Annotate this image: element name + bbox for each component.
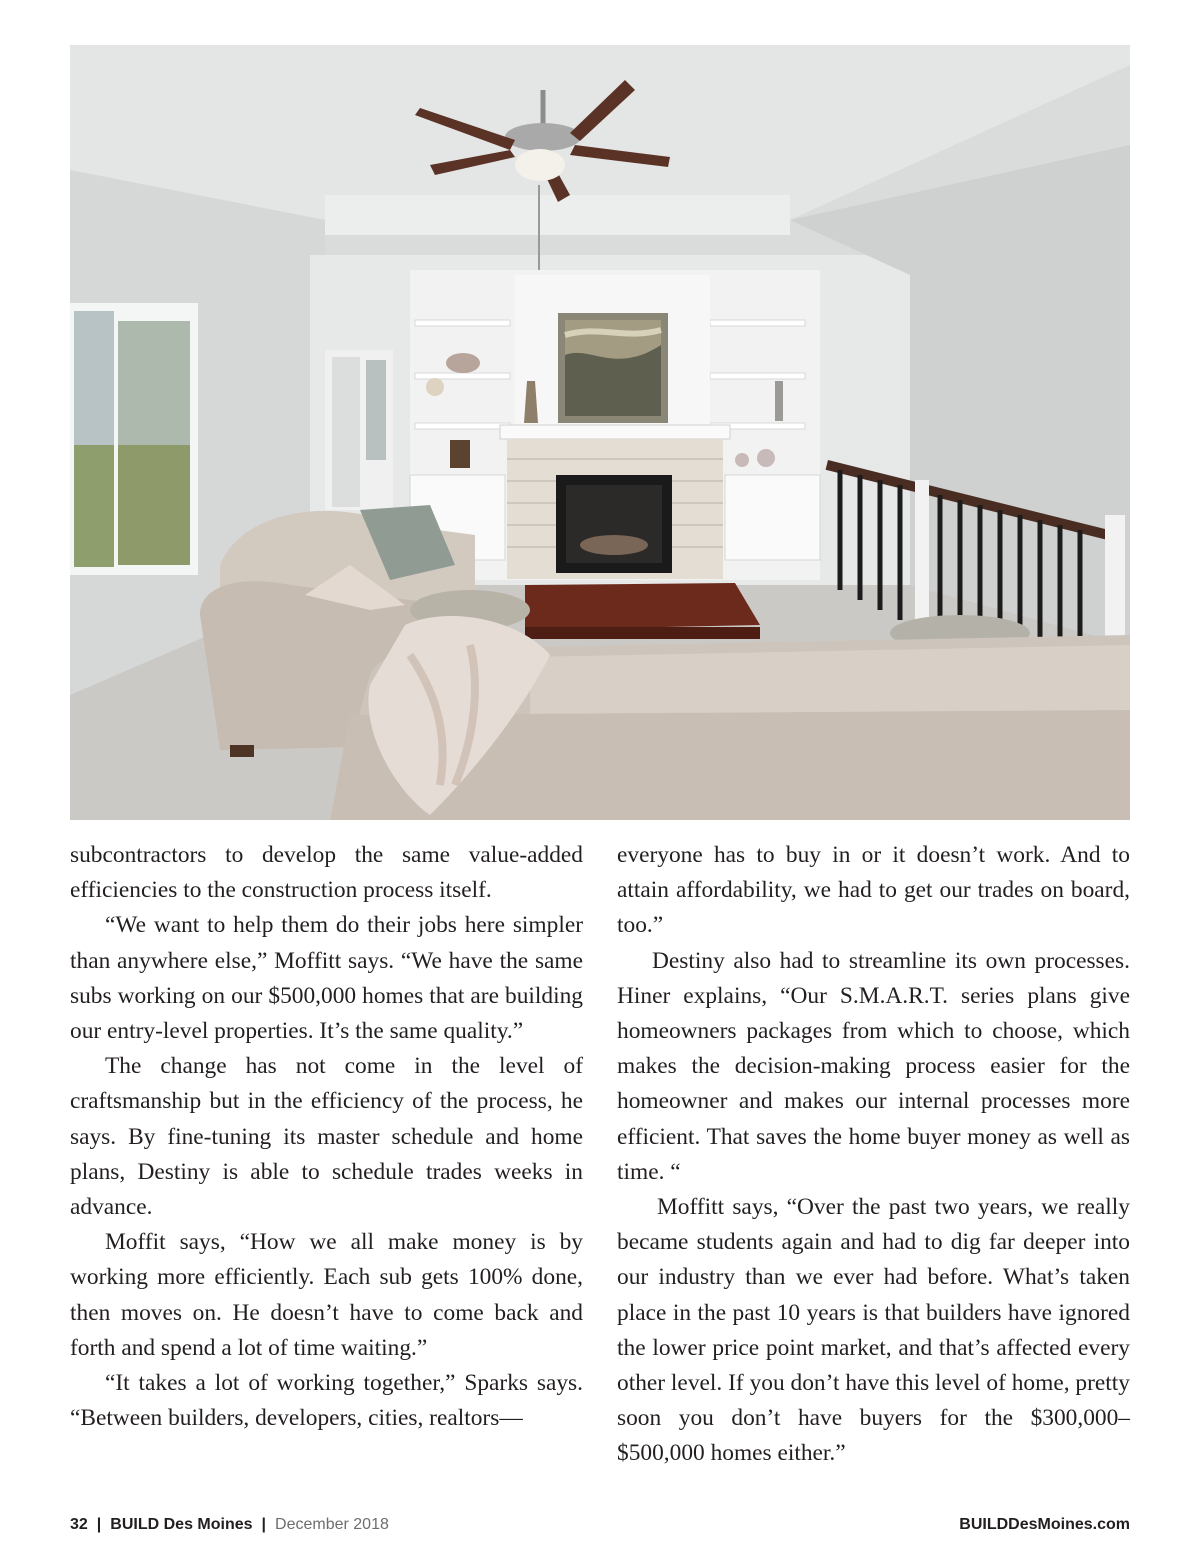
paragraph: Moffit says, “How we all make money is by working more efficiently. Each sub gets 100% done, then moves on. He doesn’t have to come back and forth and spend a lot of time waiting.” xyxy=(70,1229,583,1361)
paragraph: subcontractors to develop the same value-added efficiencies to the construction process itself. xyxy=(70,842,583,904)
page-number: 32 xyxy=(70,1516,88,1533)
page-footer xyxy=(70,1516,1130,1540)
footer-separator: | xyxy=(96,1516,102,1533)
footer-left xyxy=(70,1516,389,1534)
article-column-right xyxy=(617,838,1130,1472)
footer-separator: | xyxy=(261,1516,267,1533)
paragraph: everyone has to buy in or it doesn’t work. And to attain affordability, we had to get our trades on board, too.” xyxy=(617,842,1130,939)
website-url: BUILDDesMoines.com xyxy=(959,1516,1130,1533)
paragraph: Destiny also had to streamline its own processes. Hiner explains, “Our S.M.A.R.T. series plans give homeowners packages from which to choose, which makes the decision-making process easier for the homeowner and makes our internal processes more efficient. That saves the home buyer money as well as time. “ xyxy=(617,947,1130,1185)
article-column-left xyxy=(70,838,583,1436)
publication-name: BUILD Des Moines xyxy=(110,1516,253,1533)
paragraph: “We want to help them do their jobs here simpler than anywhere else,” Moffitt says. “We have the same subs working on our $500,000 homes that are building our entry-level properties. It’s the same quality.” xyxy=(70,912,583,1045)
issue-date: December 2018 xyxy=(275,1516,389,1533)
living-room-photo xyxy=(70,45,1130,820)
paragraph: Moffitt says, “Over the past two years, we really became students again and had to dig far deeper into our industry than we ever had before. What’s taken place in the past 10 years is that builders have ignored the lower price point market, and that’s affected every other level. If you don’t have this level of home, pretty soon you don’t have buyers for the $300,000–$500,000 homes either.” xyxy=(617,1194,1130,1467)
paragraph: “It takes a lot of working together,” Sparks says. “Between builders, developers, cities, realtors— xyxy=(70,1370,583,1432)
paragraph: The change has not come in the level of craftsmanship but in the efficiency of the process, he says. By fine-tuning its master schedule and home plans, Destiny is able to schedule trades weeks in advance. xyxy=(70,1053,583,1221)
